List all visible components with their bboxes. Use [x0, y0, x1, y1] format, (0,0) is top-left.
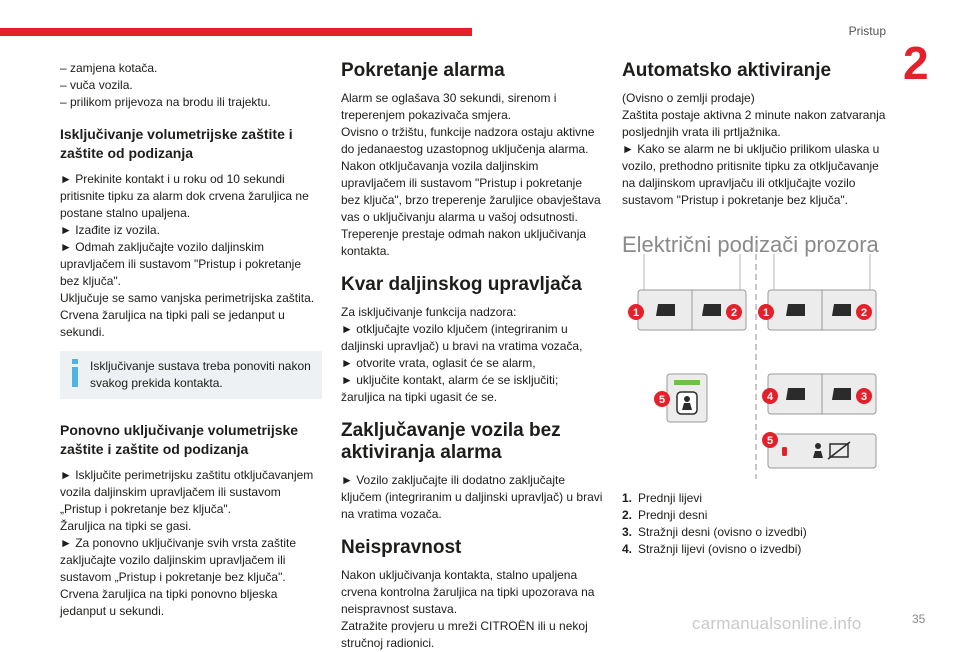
list-item: – prilikom prijevoza na brodu ili trajektu.	[60, 95, 271, 109]
legend-item: 2. Prednji desni	[622, 508, 708, 522]
heading-disable-protection: Isključivanje volumetrijske zaštite i zaštite od podizanja	[60, 126, 293, 161]
marker-label: 1	[762, 307, 770, 319]
chapter-number: 2	[903, 37, 929, 89]
column-right	[622, 60, 892, 259]
paragraph: Ovisno o tržištu, funkcije nadzora ostaju aktivne do jedanaestog uzastopnog uključenja alarma.	[341, 125, 595, 156]
child-icon	[815, 443, 821, 449]
top-accent-bar	[0, 28, 472, 36]
marker-label: 5	[766, 435, 774, 447]
paragraph: Za isključivanje funkcija nadzora:	[341, 305, 517, 319]
list-item: – vuča vozila.	[60, 78, 133, 92]
heading-power-windows: Električni podizači prozora	[622, 232, 879, 257]
section-title: Pristup	[848, 24, 886, 38]
marker-label: 2	[730, 307, 738, 319]
child-icon	[684, 396, 690, 402]
window-switch-diagram	[622, 244, 892, 479]
step: ► Za ponovno uključivanje svih vrsta zaštite zaključajte vozilo daljinskim upravljačem ili sustavom „Pristup i pokretanje bez ključa".	[60, 536, 296, 584]
info-text: Isključivanje sustava treba ponoviti nakon svakog prekida kontakta.	[90, 359, 311, 390]
legend-item: 3. Stražnji desni (ovisno o izvedbi)	[622, 525, 807, 539]
marker-label: 1	[632, 307, 640, 319]
marker-label: 2	[860, 307, 868, 319]
heading-malfunction: Neispravnost	[341, 537, 462, 558]
paragraph: Nakon uključivanja kontakta, stalno upaljena crvena kontrolna žaruljica na tipki upozorava na neispravnost sustava.	[341, 568, 595, 616]
paragraph: Alarm se oglašava 30 sekundi, sirenom i treperenjem pokazivača smjera.	[341, 91, 557, 122]
step: ► Kako se alarm ne bi uključio prilikom ulaska u vozilo, prethodno pritisnite tipku za otključavanje na daljinskom upravljaču ili otključajte vozilo sustavom "Pristup i pokretanje bez ključa".	[622, 142, 880, 207]
paragraph: Uključuje se samo vanjska perimetrijska zaštita.	[60, 291, 315, 305]
column-middle	[341, 60, 603, 652]
column-left	[60, 60, 322, 620]
step: ► Odmah zaključajte vozilo daljinskim upravljačem ili sustavom "Pristup i pokretanje bez ključa".	[60, 240, 302, 288]
paragraph: Crvena žaruljica na tipki pali se jedanput u sekundi.	[60, 308, 285, 339]
step: ► Prekinite kontakt i u roku od 10 sekundi pritisnite tipku za alarm dok crvena žaruljica ne postane stalno upaljena.	[60, 172, 309, 220]
heading-lock-no-alarm: Zaključavanje vozila bez aktiviranja alarma	[341, 420, 561, 463]
paragraph: Zaštita postaje aktivna 2 minute nakon zatvaranja posljednjih vrata ili prtljažnika.	[622, 108, 886, 139]
marker-label: 3	[860, 391, 868, 403]
indicator-light	[674, 380, 700, 385]
heading-reenable-protection: Ponovno uključivanje volumetrijske zaštite i zaštite od podizanja	[60, 422, 299, 457]
watermark: carmanualsonline.info	[692, 614, 862, 633]
info-icon	[69, 359, 81, 387]
legend-item: 1. Prednji lijevi	[622, 491, 703, 505]
paragraph: Crvena žaruljica na tipki ponovno bljeska jedanput u sekundi.	[60, 587, 278, 618]
step: ► Isključite perimetrijsku zaštitu otključavanjem vozila daljinskim upravljačem ili sustavom „Pristup i pokretanje bez ključa".	[60, 468, 314, 516]
step: ► otključajte vozilo ključem (integriranim u daljinski upravljač) u bravi na vratima vozača,	[341, 322, 583, 353]
marker-label: 4	[766, 391, 774, 403]
red-led	[782, 447, 787, 456]
step: ► uključite kontakt, alarm će se isključiti; žaruljica na tipki ugasit će se.	[341, 373, 559, 404]
step: ► otvorite vrata, oglasit će se alarm,	[341, 356, 536, 370]
paragraph: Žaruljica na tipki se gasi.	[60, 519, 192, 533]
heading-remote-fault: Kvar daljinskog upravljača	[341, 274, 582, 295]
marker-label: 5	[658, 394, 666, 406]
heading-alarm-trigger: Pokretanje alarma	[341, 60, 505, 81]
paragraph: Zatražite provjeru u mreži CITROËN ili u nekoj stručnoj radionici.	[341, 619, 588, 650]
step: ► Vozilo zaključajte ili dodatno zaključajte ključem (integriranim u daljinski upravljač) u bravi na vratima vozača.	[341, 473, 603, 521]
paragraph: Treperenje prestaje odmah nakon uključivanja kontakta.	[341, 227, 587, 258]
step: ► Izađite iz vozila.	[60, 223, 160, 237]
paragraph: Nakon otključavanja vozila daljinskim upravljačem ili sustavom "Pristup i pokretanje bez ključa", brzo treperenje žaruljice obavještava vas o uključivanju alarma u vašoj odsutnosti.	[341, 159, 601, 224]
legend-item: 4. Stražnji lijevi (ovisno o izvedbi)	[622, 542, 802, 556]
heading-auto-activation: Automatsko aktiviranje	[622, 60, 832, 81]
child-lock-strip	[768, 434, 876, 468]
list-item: – zamjena kotača.	[60, 61, 158, 75]
paragraph: (Ovisno o zemlji prodaje)	[622, 91, 755, 105]
info-box	[60, 351, 322, 399]
diagram-legend	[622, 490, 807, 558]
child-lock-panel	[667, 374, 707, 422]
page-number: 35	[912, 612, 926, 626]
